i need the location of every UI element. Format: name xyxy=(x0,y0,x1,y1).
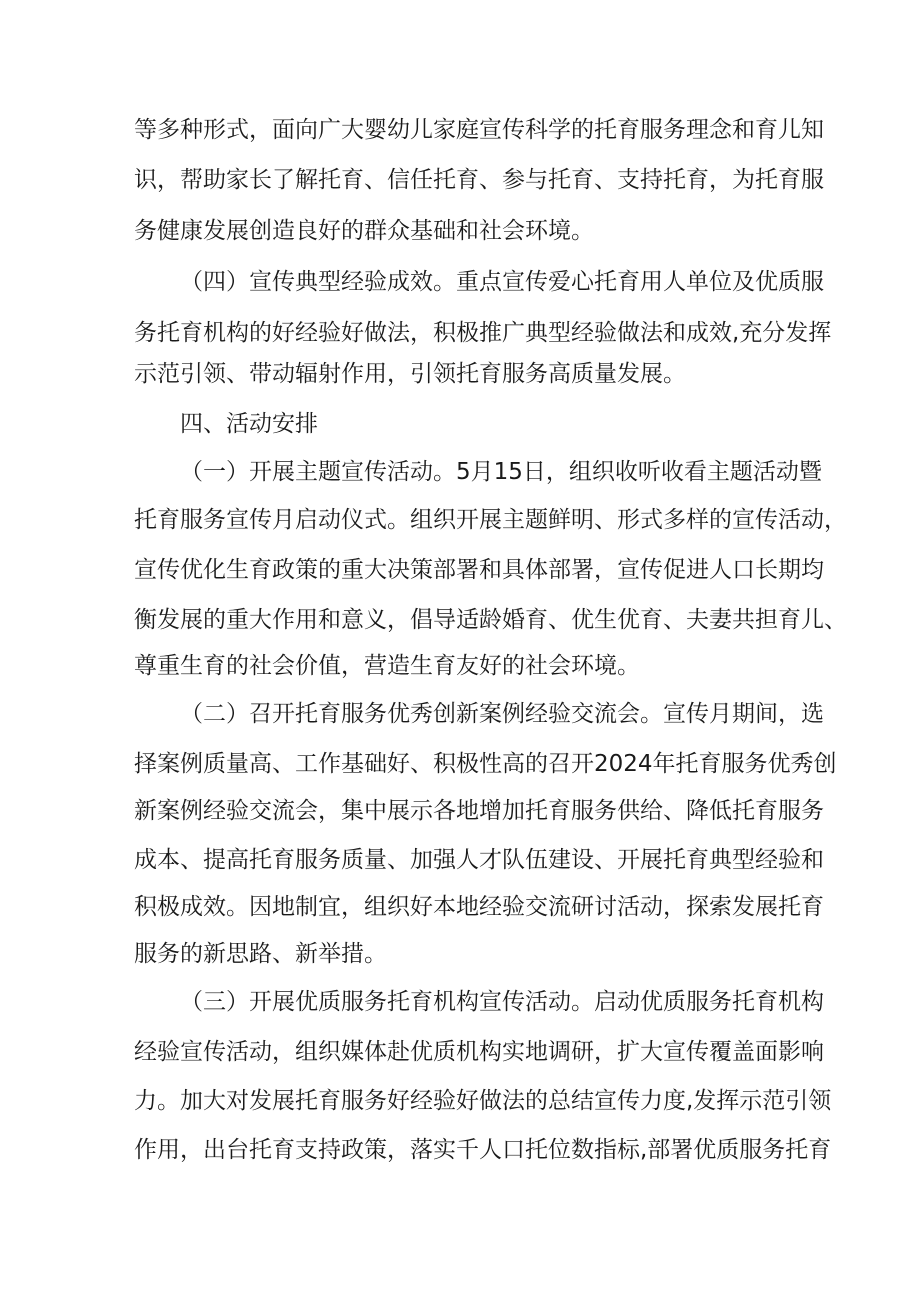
text-line: 识，帮助家长了解托育、信任托育、参与托育、支持托育，为托育服 xyxy=(134,167,824,193)
text-line: （一）开展主题宣传活动。5月15日，组织收听收看主题活动暨 xyxy=(180,459,822,485)
text-line: （四）宣传典型经验成效。重点宣传爱心托育用人单位及优质服 xyxy=(180,269,824,295)
text-line: 新案例经验交流会，集中展示各地增加托育服务供给、降低托育服务 xyxy=(134,798,824,824)
text-line: （二）召开托育服务优秀创新案例经验交流会。宣传月期间，选 xyxy=(180,701,824,727)
text-line: 务健康发展创造良好的群众基础和社会环境。 xyxy=(134,218,594,244)
text-line: 衡发展的重大作用和意义，倡导适龄婚育、优生优育、夫妻共担育儿、 xyxy=(134,607,847,633)
text-line: 力。加大对发展托育服务好经验好做法的总结宣传力度,发挥示范引领 xyxy=(134,1088,832,1114)
text-line: 作用，出台托育支持政策，落实千人口托位数指标,部署优质服务托育 xyxy=(134,1137,832,1163)
text-line: 宣传优化生育政策的重大决策部署和具体部署，宣传促进人口长期均 xyxy=(134,557,824,583)
text-line: 经验宣传活动，组织媒体赴优质机构实地调研，扩大宣传覆盖面影响 xyxy=(134,1039,824,1065)
text-line: 积极成效。因地制宜，组织好本地经验交流研讨活动，探索发展托育 xyxy=(134,894,824,920)
text-line: 服务的新思路、新举措。 xyxy=(134,941,387,967)
text-line: 成本、提高托育服务质量、加强人才队伍建设、开展托育典型经验和 xyxy=(134,847,824,873)
text-line: （三）开展优质服务托育机构宣传活动。启动优质服务托育机构 xyxy=(180,989,824,1015)
text-line: 等多种形式，面向广大婴幼儿家庭宣传科学的托育服务理念和育儿知 xyxy=(134,117,824,143)
text-line: 托育服务宣传月启动仪式。组织开展主题鲜明、形式多样的宣传活动， xyxy=(134,507,847,533)
section-heading: 四、活动安排 xyxy=(180,411,318,437)
text-line: 择案例质量高、工作基础好、积极性高的召开2024年托育服务优秀创 xyxy=(134,751,837,777)
text-line: 尊重生育的社会价值，营造生育友好的社会环境。 xyxy=(134,653,640,679)
text-line: 务托育机构的好经验好做法，积极推广典型经验做法和成效,充分发挥 xyxy=(134,320,832,346)
text-line: 示范引领、带动辐射作用，引领托育服务高质量发展。 xyxy=(134,361,686,387)
